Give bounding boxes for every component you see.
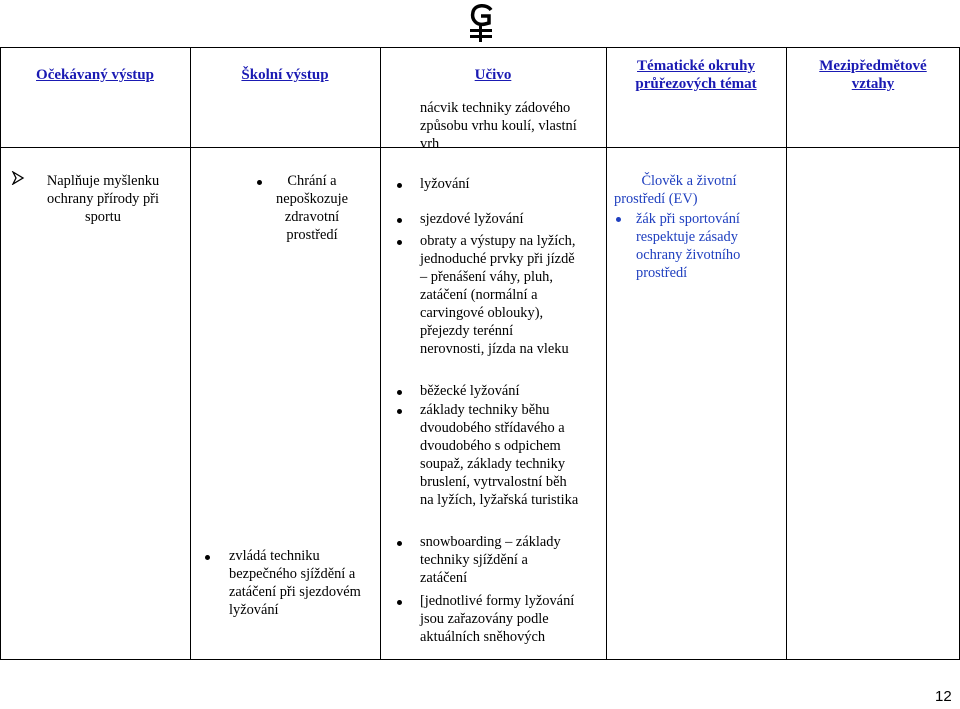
environment-theme-item: žák při sportování respektuje zásady ochrany životního prostředí [636,211,741,281]
curriculum-item-turns: obraty a výstupy na lyžích, jednoduché prvky při jízdě – přenášení váhy, pluh, zatáčení (normální a carvingové oblouky), přejezdy terénní nerovnosti, jízda na vleku [420,233,576,357]
expected-outcome-text: Naplňuje myšlenku ochrany přírody při sportu [46,173,160,225]
school-outcome-downhill-text: zvládá techniku bezpečného sjíždění a zatáčení při sjezdovém lyžování [229,548,361,618]
bullet-icon [397,409,402,414]
curriculum-item-cross-country: běžecké lyžování [420,383,520,399]
bullet-icon [205,555,210,560]
bullet-icon [397,390,402,395]
bullet-icon [397,240,402,245]
school-logo [467,2,497,44]
page-number: 12 [935,688,952,705]
curriculum-continuation: nácvik techniky zádového způsobu vrhu koulí, vlastní vrh [420,100,577,152]
bullet-icon [397,183,402,188]
bullet-icon [616,217,621,222]
header-expected-outcome: Očekávaný výstup [36,67,154,83]
curriculum-item-forms: [jednotlivé formy lyžování jsou zařazovány podle aktuálních sněhových [420,593,575,645]
school-outcome-text: Chrání a nepoškozuje zdravotní prostředí [276,173,348,243]
header-curriculum: Učivo [474,67,512,83]
header-school-outcome: Školní výstup [241,67,329,83]
curriculum-item-snowboarding: snowboarding – základy techniky sjíždění a zatáčení [420,534,561,586]
bullet-icon [397,218,402,223]
curriculum-item-downhill: sjezdové lyžování [420,211,524,227]
environment-theme-title: Člověk a životní prostředí (EV) [614,173,737,207]
header-cross-curricular-themes: Tématické okruhy průřezových témat [635,58,757,92]
bullet-icon [397,600,402,605]
bullet-icon [397,541,402,546]
arrow-bullet-icon [11,171,25,185]
header-inter-subject-relations: Mezipředmětové vztahy [819,58,927,92]
curriculum-item-skiing: lyžování [420,176,470,192]
curriculum-item-technique: základy techniky běhu dvoudobého střídavého a dvoudobého s odpichem soupaž, základy techniky bruslení, vytrvalostní běh na lyžích, lyžařská turistika [420,402,579,508]
